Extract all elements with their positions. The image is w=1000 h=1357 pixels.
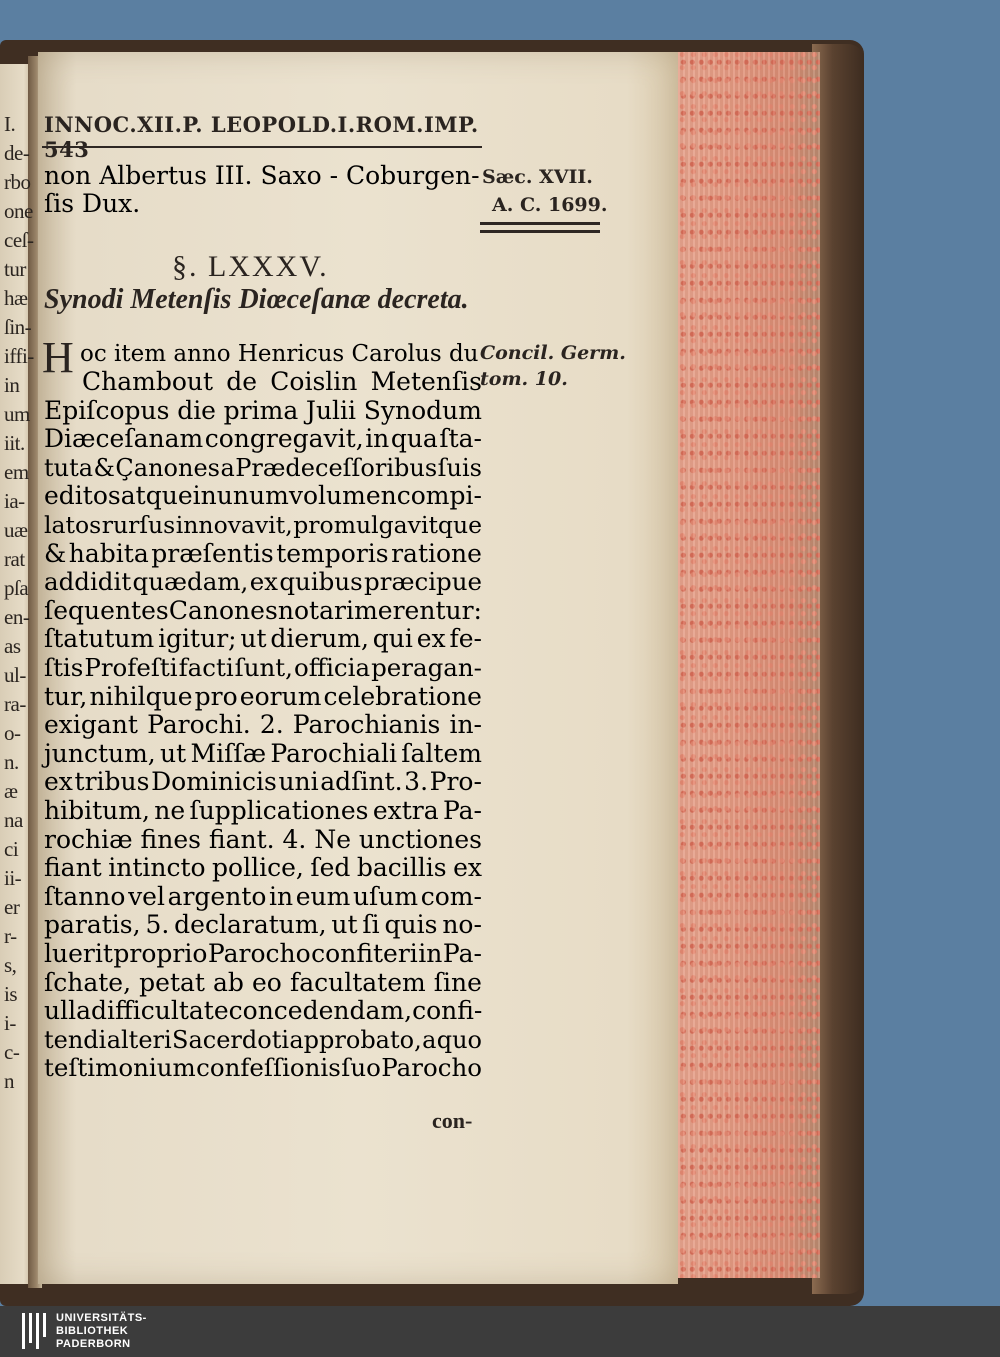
left-page-fragment: tur — [4, 257, 26, 281]
body-line: rochiæ fines fiant. 4. Ne unctiones — [44, 824, 482, 854]
body-line: fiant intincto pollice, ſed bacillis ex — [44, 853, 482, 883]
body-line: junctum, ut Miſſæ Parochiali ſaltem — [44, 738, 482, 768]
body-line: non Albertus III. Saxo - Coburgen- — [44, 161, 480, 190]
body-line: teſtimonium confeſſionis ſuo Parocho — [44, 1053, 482, 1083]
page-edges — [668, 52, 820, 1278]
body-line: latos rurſus innovavit, promulgavitque — [44, 511, 482, 539]
body-line: addidit quædam, ex quibus præcipue — [44, 567, 482, 597]
body-line: ex tribus Dominicis uni adſint. 3. Pro- — [44, 767, 482, 797]
left-page-fragment: ceſ- — [4, 228, 34, 252]
left-page-fragment: ii- — [4, 866, 22, 890]
margin-note-year: A. C. 1699. — [492, 194, 608, 216]
left-page-fragment: as — [4, 634, 21, 658]
body-line: tendi alteri Sacerdoti approbato, a quo — [44, 1025, 482, 1054]
body-line: ſchate, petat ab eo facultatem ſine — [44, 967, 482, 997]
left-page-fragment: is — [4, 982, 18, 1006]
body-line: exigant Parochi. 2. Parochianis in- — [44, 710, 482, 740]
left-page-fragment: en- — [4, 605, 30, 629]
body-line: Diæceſanam congregavit, in qua ſta- — [44, 424, 482, 454]
left-page-fragment: ſin- — [4, 315, 32, 339]
header-rule — [42, 146, 482, 148]
body-line: hibitum, ne ſupplicationes extra Pa- — [44, 796, 482, 825]
running-head: INNOC.XII.P. LEOPOLD.I.ROM.IMP. 543 — [44, 112, 479, 162]
left-page-fragment: æ — [4, 779, 18, 803]
left-page-fragment: n. — [4, 750, 19, 774]
body-line: & habita præſentis temporis ratione — [44, 538, 482, 568]
left-page-fragment: ia- — [4, 489, 25, 513]
left-page-fragment: iffi- — [4, 344, 34, 368]
left-page-fragment: iit. — [4, 431, 25, 455]
margin-reference: Concil. Germ. — [480, 342, 626, 364]
left-page-fragment: ra- — [4, 692, 26, 716]
left-page-fragment: one — [4, 199, 33, 223]
logo-line: BIBLIOTHEK — [56, 1325, 129, 1337]
left-page-fragment: em — [4, 460, 29, 484]
body-line: editos atque in unum volumen compi- — [44, 481, 482, 511]
body-line: ſis Dux. — [44, 189, 141, 218]
left-page-fragment: i- — [4, 1011, 16, 1035]
body-line: oc item anno Henricus Carolus du — [80, 341, 479, 367]
body-line: paratis, 5. declaratum, ut ſi quis no- — [44, 910, 482, 940]
body-line: ſtanno vel argento in eum uſum com- — [44, 881, 482, 911]
left-page-fragment: na — [4, 808, 23, 832]
body-line: tur, nihilque pro eorum celebratione — [44, 681, 482, 711]
catchword: con- — [432, 1108, 473, 1133]
left-page-fragment: rbo — [4, 170, 31, 194]
library-logo-text — [56, 1312, 147, 1351]
left-page-fragment: rat — [4, 547, 25, 571]
left-page-fragment: ul- — [4, 663, 26, 687]
body-line: ulla difficultate concedendam, confi- — [44, 996, 483, 1026]
library-logo-icon — [22, 1313, 48, 1349]
body-line: tuta & Çanones a Prædeceſſoribus ſuis — [44, 453, 482, 482]
margin-note-century: Sæc. XVII. — [482, 166, 593, 188]
left-page-fragment: pſa — [4, 576, 29, 600]
left-page-fragment: c- — [4, 1040, 20, 1064]
left-page-fragment: um — [4, 402, 30, 426]
left-page-fragment: s, — [4, 953, 17, 977]
footer-bar — [0, 1306, 1000, 1357]
left-page-fragment: ci — [4, 837, 19, 861]
left-page-fragment: n — [4, 1069, 14, 1093]
left-page-fragment: de- — [4, 141, 30, 165]
body-line: ſequentes Canones notari merentur: — [44, 595, 482, 625]
left-page-fragment: I. — [4, 112, 16, 136]
section-title: Synodi Metenſis Diœceſanæ decreta. — [44, 284, 469, 315]
margin-rule — [480, 222, 600, 225]
left-page-fragment: hæ — [4, 286, 28, 310]
margin-rule — [480, 230, 600, 233]
logo-line: UNIVERSITÄTS- — [56, 1312, 147, 1324]
left-page-fragment: uæ — [4, 518, 28, 542]
left-page-fragment: o- — [4, 721, 21, 745]
drop-cap: H — [42, 333, 74, 382]
left-page-fragment: in — [4, 373, 20, 397]
logo-line: PADERBORN — [56, 1338, 131, 1350]
margin-reference: tom. 10. — [480, 368, 568, 390]
left-page-fragment: er — [4, 895, 20, 919]
body-line: ſtatutum igitur; ut dierum, qui ex fe- — [44, 624, 482, 654]
body-line: luerit proprio Parocho confiteri in Pa- — [44, 939, 482, 968]
section-number: §. LXXXV. — [172, 250, 329, 283]
body-line: Epiſcopus die prima Julii Synodum — [44, 395, 482, 425]
body-line: Chambout de Coislin Metenſis — [82, 367, 482, 396]
left-page-fragment: r- — [4, 924, 17, 948]
body-line: ſtis Profeſti facti ſunt, officia peragan- — [44, 653, 482, 682]
